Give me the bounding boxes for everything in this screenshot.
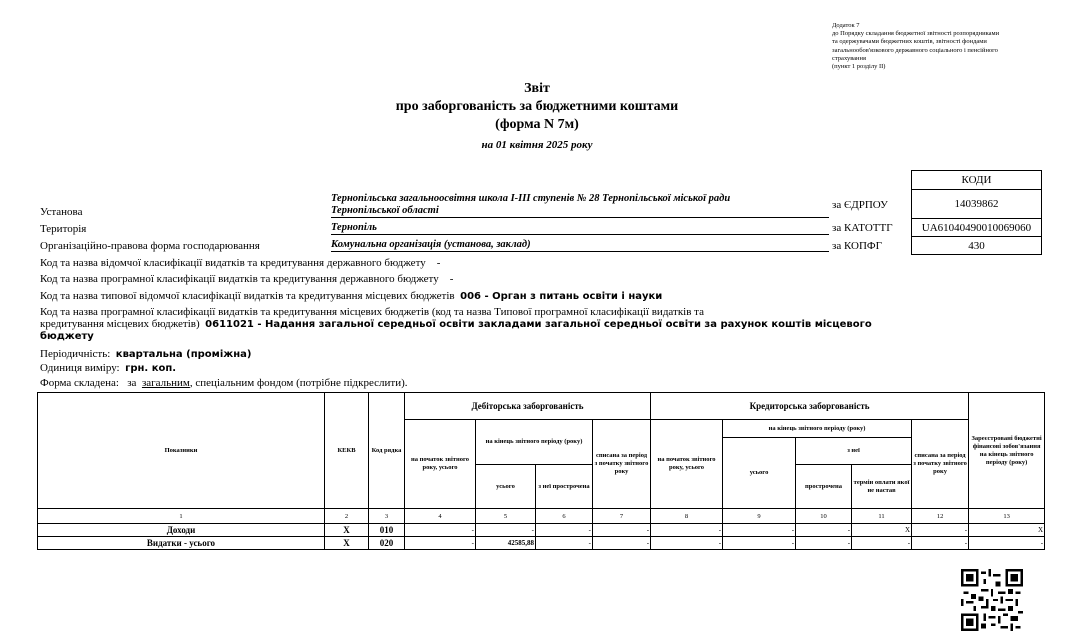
header-debit-end: на кінець звітного періоду (року) [476, 420, 593, 465]
col-num: 9 [723, 509, 796, 524]
cell: X [852, 524, 912, 537]
header-registered: Зареєстровані бюджетні фінансові зобов'язання на кінець звітного періоду (року) [969, 393, 1045, 509]
fund-line: Форма складена: за загальним, спеціальним фондом (потрібне підкреслити). [40, 377, 408, 389]
header-credit-start: на початок звітного року, усього [651, 420, 723, 509]
legal-form-value: Комунальна організація (установа, заклад) [331, 239, 829, 252]
cell: - [723, 524, 796, 537]
local-departmental-line: Код та назва типової відомчої класифікації видатків та кредитування місцевих бюджетів 006 - Орган з питань освіти і науки [40, 290, 663, 302]
cell: - [912, 524, 969, 537]
legal-form-label: Організаційно-правова форма господарювання [40, 240, 260, 252]
header-indicators: Показники [38, 393, 325, 509]
header-debit-total: усього [476, 465, 536, 509]
cell: - [912, 537, 969, 550]
column-numbers-row [38, 509, 1045, 524]
cell: - [651, 524, 723, 537]
report-subtitle: про заборгованість за бюджетними коштами [395, 99, 679, 114]
cell: - [852, 537, 912, 550]
col-num: 8 [651, 509, 723, 524]
table-row [38, 537, 1045, 550]
cell: - [405, 537, 476, 550]
katottg-label: за КАТОТТГ [832, 222, 893, 234]
row-label: Доходи [38, 524, 325, 537]
edrpou-label: за ЄДРПОУ [832, 199, 888, 211]
territory-value: Тернопіль [331, 222, 829, 235]
col-num: 5 [476, 509, 536, 524]
cell: 42585,88 [476, 537, 536, 550]
col-num: 7 [593, 509, 651, 524]
cell: - [593, 524, 651, 537]
unit-line: Одиниця виміру: грн. коп. [40, 362, 177, 374]
state-program-line: Код та назва програмної класифікації видатків та кредитування державного бюджету - [40, 273, 454, 285]
kopfg-value: 430 [912, 237, 1042, 255]
kopfg-label: за КОПФГ [832, 240, 882, 252]
codes-header: КОДИ [912, 171, 1042, 190]
cell: - [969, 537, 1045, 550]
edrpou-value: 14039862 [912, 190, 1042, 219]
header-credit-of-which: з неї [796, 438, 912, 465]
report-date: на 01 квітня 2025 року [481, 139, 593, 151]
header-debit-written: списана за період з початку звітного року [593, 420, 651, 509]
codes-table [911, 170, 1042, 255]
territory-label: Територія [40, 223, 87, 235]
cell: - [536, 537, 593, 550]
row-label: Видатки - усього [38, 537, 325, 550]
header-debit: Дебіторська заборгованість [405, 393, 651, 420]
col-num: 3 [369, 509, 405, 524]
cell: X [969, 524, 1045, 537]
header-credit-end: на кінець звітного періоду (року) [723, 420, 912, 438]
cell: - [796, 537, 852, 550]
header-credit-total: усього [723, 438, 796, 509]
annex-note: Додаток 7 до Порядку складання бюджетної звітності розпорядниками та одержувачами бюджетних коштів, звітності фондами загальнообов'язкового державного соціального і пенсійного страхування (пункт 1 розділу II) [832, 22, 1000, 71]
katottg-value: UA61040490010069060 [912, 219, 1042, 237]
header-row-code: Код рядка [369, 393, 405, 509]
cell: X [325, 524, 369, 537]
cell: - [476, 524, 536, 537]
cell: 010 [369, 524, 405, 537]
header-credit-written: списана за період з початку звітного року [912, 420, 969, 509]
cell: - [651, 537, 723, 550]
header-credit-notdue: термін оплати якої не настав [852, 465, 912, 509]
col-num: 1 [38, 509, 325, 524]
state-departmental-line: Код та назва відомчої класифікації видатків та кредитування державного бюджету - [40, 257, 441, 269]
report-form: (форма N 7м) [495, 117, 579, 132]
header-debit-overdue: з неї прострочена [536, 465, 593, 509]
header-kekv: КЕКВ [325, 393, 369, 509]
local-program-line: Код та назва програмної класифікації видатків та кредитування місцевих бюджетів (код та назва Типової програмної класифікації видатків та кредитування місцевих бюджетів) 0611021 - Надання загальної середньої освіти закладами загальної середньої освіти за рахунок коштів місцевого бюджету [40, 306, 872, 342]
header-credit: Кредиторська заборгованість [651, 393, 969, 420]
table-row [38, 524, 1045, 537]
col-num: 10 [796, 509, 852, 524]
col-num: 4 [405, 509, 476, 524]
cell: - [405, 524, 476, 537]
cell: - [723, 537, 796, 550]
institution-value: Тернопільська загальноосвітня школа І-ІІІ ступенів № 28 Тернопільської міської ради Тернопільської області [331, 193, 829, 218]
header-debit-start: на початок звітного року, усього [405, 420, 476, 509]
cell: - [796, 524, 852, 537]
header-credit-overdue: прострочена [796, 465, 852, 509]
cell: 020 [369, 537, 405, 550]
institution-label: Установа [40, 206, 83, 218]
cell: - [593, 537, 651, 550]
periodicity-line: Періодичність: квартальна (проміжна) [40, 348, 252, 360]
col-num: 13 [969, 509, 1045, 524]
col-num: 6 [536, 509, 593, 524]
report-title: Звіт [524, 81, 550, 96]
debt-table [37, 392, 1045, 550]
col-num: 12 [912, 509, 969, 524]
qr-code-icon [961, 569, 1023, 631]
col-num: 2 [325, 509, 369, 524]
cell: - [536, 524, 593, 537]
cell: X [325, 537, 369, 550]
col-num: 11 [852, 509, 912, 524]
